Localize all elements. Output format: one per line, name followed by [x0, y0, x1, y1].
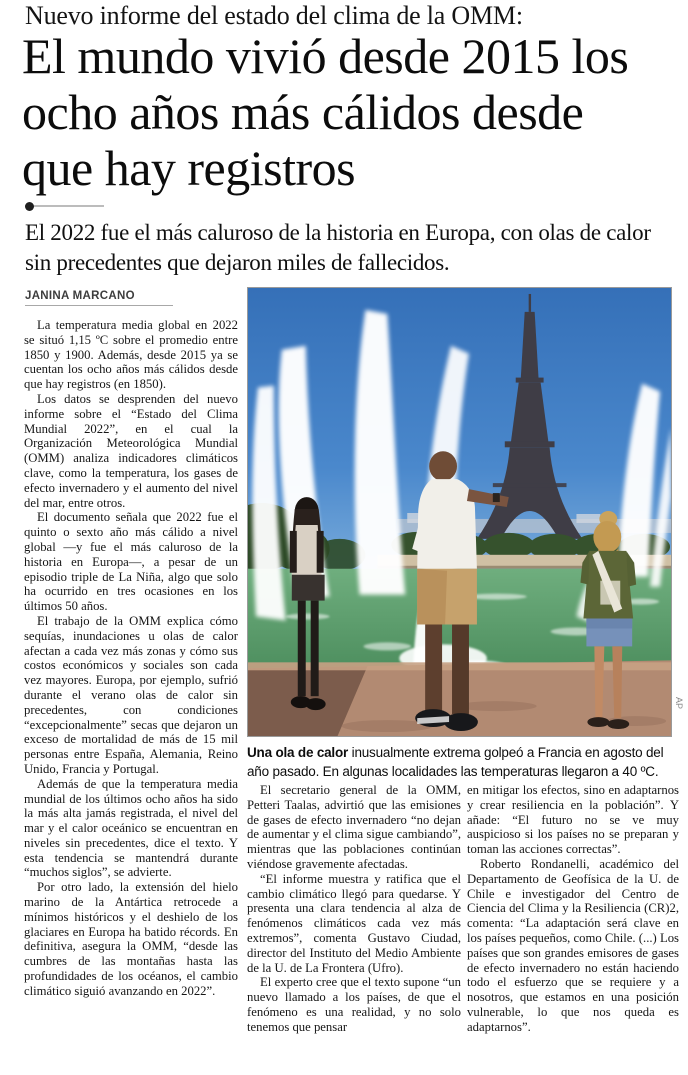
paragraph: “El informe muestra y ratifica que el cambio climático llegó para quedarse. Y presenta una clara tendencia al alza de fenómenos climáticos cada vez más extremos”, comenta Gustavo Ciudad, director del Instituto del Medio Ambiente de la U. de La Frontera (Ufro).	[247, 871, 461, 975]
article-column-1	[24, 318, 238, 1068]
paragraph: Los datos se desprenden del nuevo informe sobre el “Estado del Clima Mundial 2022”, en el cual la Organización Meteorológica Mundial (OMM) analiza indicadores climáticos clave, como la temperatura, los gases de efecto invernadero y el aumento del nivel del mar, entre otros.	[24, 391, 238, 510]
news-photo-eiffel-tower-fountains	[247, 287, 672, 737]
paragraph: El experto cree que el texto supone “un nuevo llamado a los países, de que el fenómeno es una realidad, y no solo tenemos que pensar	[247, 975, 461, 1034]
caption-text: inusualmente extrema golpeó a Francia en agosto del año pasado. En algunas localidades las temperaturas llegaron a 40 ºC.	[247, 745, 664, 779]
byline: JANINA MARCANO	[25, 290, 173, 306]
bullet-dot-icon	[25, 202, 34, 211]
article-column-2	[247, 783, 461, 1073]
photo-illustration	[248, 288, 671, 736]
article-column-3	[467, 783, 679, 1073]
headline: El mundo vivió desde 2015 los ocho años más cálidos desde que hay registros	[22, 28, 629, 196]
paragraph: Además de que la temperatura media mundial de los últimos ocho años ha sido la más alta jamás registrada, el nivel del mar y el calor oceánico se encuentran en niveles sin precedentes, dice el texto. Y esta tendencia se mantendrá durante “muchos siglos”, se advierte.	[24, 776, 238, 880]
photo-credit: AP	[674, 697, 684, 710]
kicker: Nuevo informe del estado del clima de la OMM:	[25, 1, 523, 30]
paragraph: La temperatura media global en 2022 se situó 1,15 ºC sobre el promedio entre 1850 y 1900. Además, desde 2015 ya se cuentan los ocho años más cálidos desde que hay registros (en 1850).	[24, 318, 238, 392]
caption-lead: Una ola de calor	[247, 745, 349, 760]
subhead: El 2022 fue el más caluroso de la historia en Europa, con olas de calor sin precedentes que dejaron miles de fallecidos.	[25, 220, 651, 275]
paragraph: El documento señala que 2022 fue el quinto o sexto año más cálido a nivel global —y fue el más caluroso de la historia en Europa—, a pesar de un episodio triple de La Niña, algo que solo ha ocurrido en tres ocasiones en los últimos 50 años.	[24, 510, 238, 614]
paragraph-continuation: en mitigar los efectos, sino en adaptarnos y crear resiliencia en la población”. Y añade: “El futuro no se ve muy auspicioso si los países no se preparan y toman las acciones correctas”.	[467, 783, 679, 857]
photo-caption	[247, 743, 675, 781]
paragraph: El secretario general de la OMM, Petteri Taalas, advirtió que las emisiones de gases de efecto invernadero “no dejan de aumentar y el clima sigue cambiando”, mientras que las poblaciones continúan viéndose gravemente afectadas.	[247, 783, 461, 871]
paragraph: El trabajo de la OMM explica cómo sequías, inundaciones u olas de calor afectan a cada vez más zonas y cómo sus costos económicos y sociales son cada vez mayores. Europa, por ejemplo, sufrió durante el verano olas de calor sin precedentes, con condiciones “excepcionalmente” secas que dejaron un exceso de mortalidad de más de 15 mil personas entre España, Alemania, Reino Unido, Francia y Portugal.	[24, 613, 238, 776]
rule-line	[34, 205, 104, 207]
paragraph: Roberto Rondanelli, académico del Departamento de Geofísica de la U. de Chile e investigador del Centro de Ciencia del Clima y la Resiliencia (CR)2, comenta: “La adaptación será clave en los países pequeños, como Chile. (...) Los países que son grandes emisores de gases de efecto invernadero no están haciendo todo el esfuerzo que se requiere y a nosotros, que estamos en una posición vulnerable, lo que nos queda es adaptarnos”.	[467, 856, 679, 1034]
paragraph: Por otro lado, la extensión del hielo marino de la Antártica retrocede a mínimos históricos y el deshielo de los glaciares en Europa ha batido récords. En definitiva, asegura la OMM, “desde las cumbres de las montañas hasta las profundidades de los océanos, el cambio climático siguió avanzando en 2022”.	[24, 880, 238, 998]
headline-rule	[25, 202, 115, 212]
